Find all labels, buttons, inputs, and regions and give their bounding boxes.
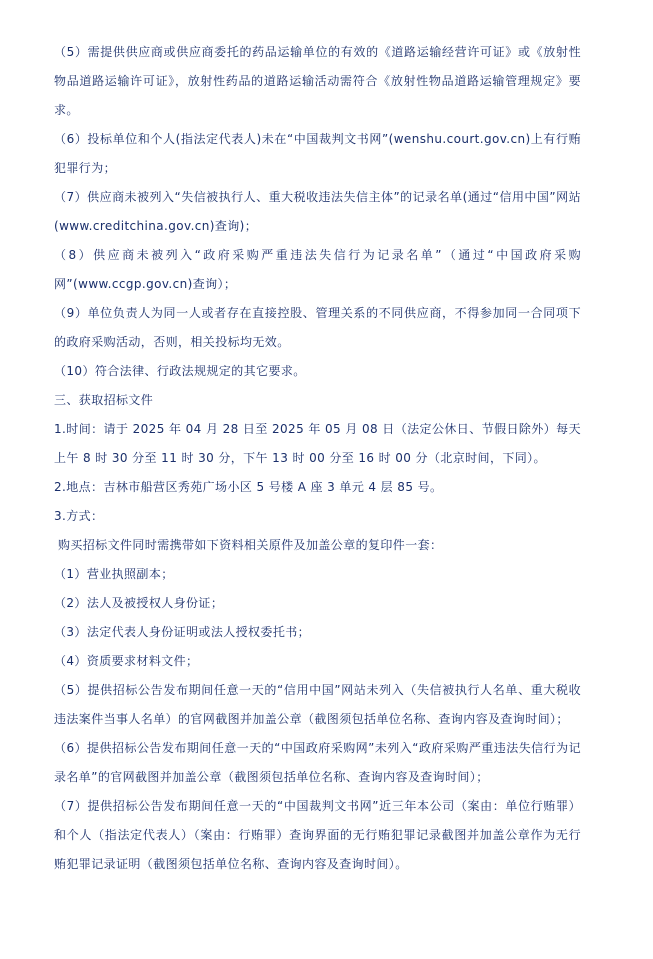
list-item-1: （1）营业执照副本； xyxy=(54,567,174,581)
paragraph-req-6: （6）投标单位和个人(指法定代表人)未在“中国裁判文书网”(wenshu.court.gov.cn)上有行贿犯罪行为； xyxy=(54,132,581,175)
section-heading: 三、获取招标文件 xyxy=(54,393,154,407)
paragraph-req-8: （8）供应商未被列入“政府采购严重违法失信行为记录名单”（通过“中国政府采购网”(www.ccgp.gov.cn)查询）； xyxy=(54,248,581,291)
paragraph-location: 2.地点：吉林市船营区秀苑广场小区 5 号楼 A 座 3 单元 4 层 85 号。 xyxy=(54,480,443,494)
list-item-5: （5）提供招标公告发布期间任意一天的“信用中国”网站未列入（失信被执行人名单、重大税收违法案件当事人名单）的官网截图并加盖公章（截图须包括单位名称、查询内容及查询时间）； xyxy=(54,683,581,726)
paragraph-req-9: （9）单位负责人为同一人或者存在直接控股、管理关系的不同供应商，不得参加同一合同项下的政府采购活动，否则，相关投标均无效。 xyxy=(54,306,581,349)
list-item-6: （6）提供招标公告发布期间任意一天的“中国政府采购网”未列入“政府采购严重违法失信行为记录名单”的官网截图并加盖公章（截图须包括单位名称、查询内容及查询时间）； xyxy=(54,741,581,784)
paragraph-time: 1.时间：请于 2025 年 04 月 28 日至 2025 年 05 月 08 日（法定公休日、节假日除外）每天上午 8 时 30 分至 11 时 30 分，下午 13 时 00 分至 16 时 00 分（北京时间，下同）。 xyxy=(54,422,581,465)
list-item-7: （7）提供招标公告发布期间任意一天的“中国裁判文书网”近三年本公司（案由：单位行贿罪）和个人（指法定代表人）（案由：行贿罪）查询界面的无行贿犯罪记录截图并加盖公章作为无行贿犯罪记录证明（截图须包括单位名称、查询内容及查询时间）。 xyxy=(54,799,581,871)
paragraph-req-10: （10）符合法律、行政法规规定的其它要求。 xyxy=(54,364,306,378)
list-item-4: （4）资质要求材料文件； xyxy=(54,654,199,668)
paragraph-method-intro: 购买招标文件同时需携带如下资料相关原件及加盖公章的复印件一套： xyxy=(58,538,443,552)
list-item-3: （3）法定代表人身份证明或法人授权委托书； xyxy=(54,625,311,639)
list-item-2: （2）法人及被授权人身份证； xyxy=(54,596,224,610)
paragraph-method: 3.方式： xyxy=(54,509,104,523)
paragraph-req-7: （7）供应商未被列入“失信被执行人、重大税收违法失信主体”的记录名单(通过“信用中国”网站(www.creditchina.gov.cn)查询)； xyxy=(54,190,581,233)
paragraph-req-5: （5）需提供供应商或供应商委托的药品运输单位的有效的《道路运输经营许可证》或《放射性物品道路运输许可证》，放射性药品的道路运输活动需符合《放射性物品道路运输管理规定》要求。 xyxy=(54,45,581,117)
